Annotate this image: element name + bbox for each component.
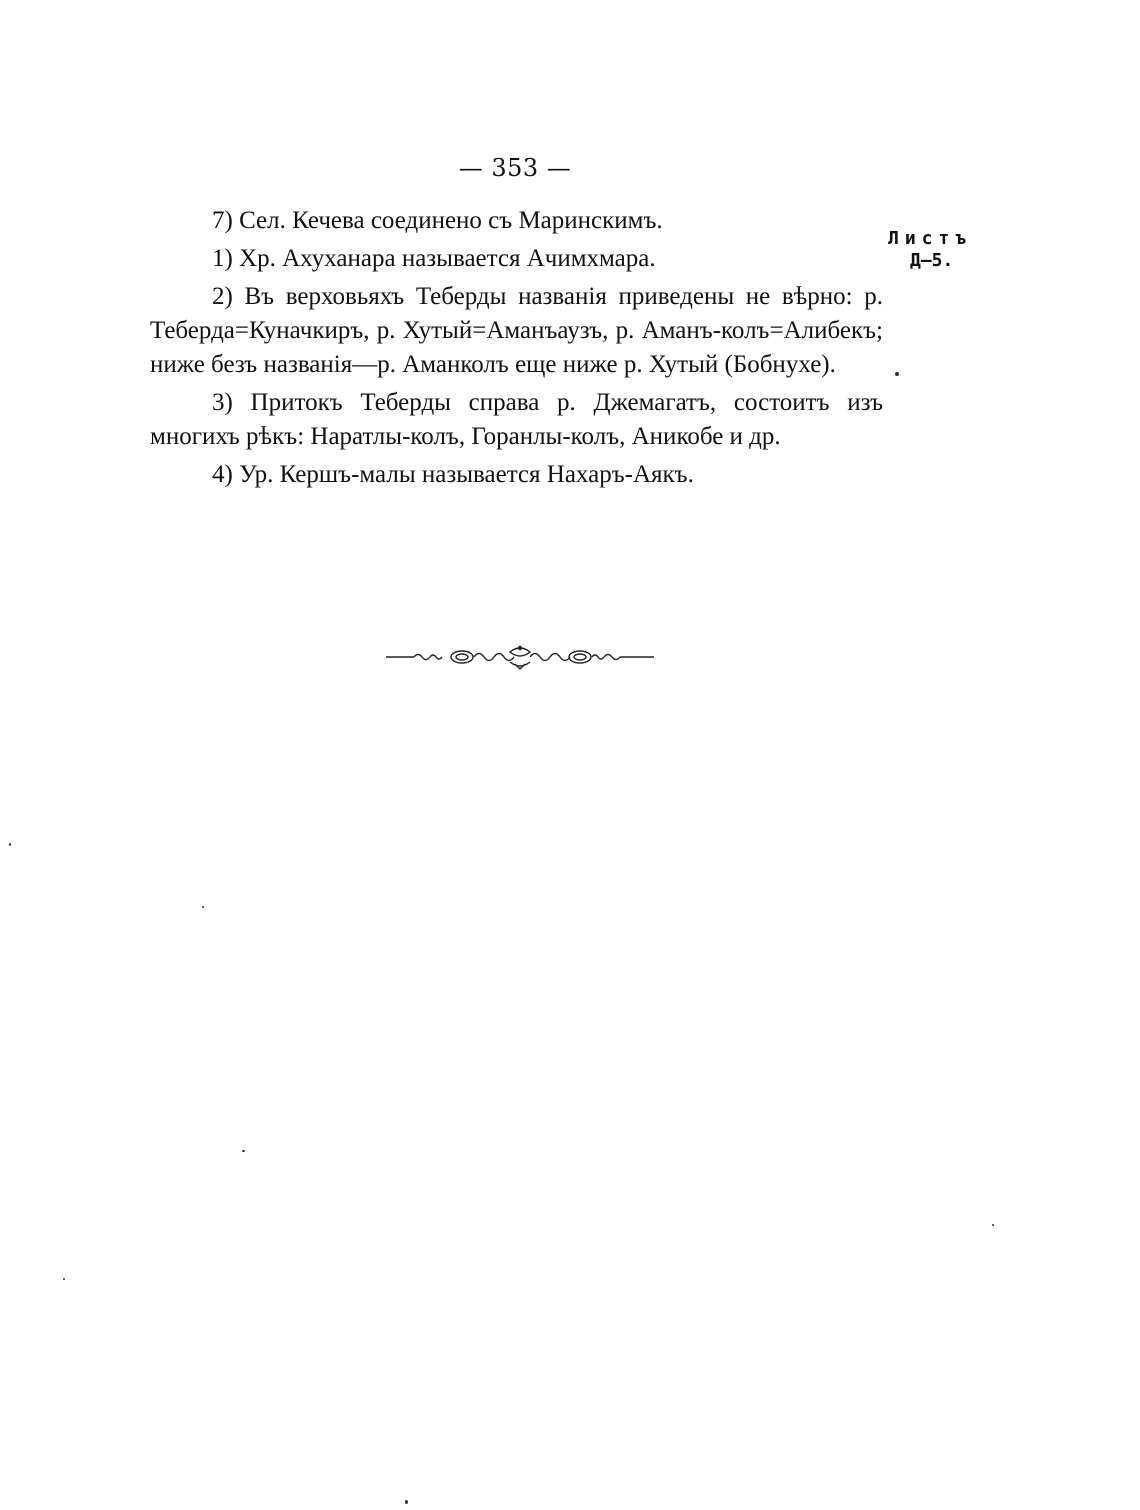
margin-note <box>888 228 972 272</box>
scan-speck <box>202 906 204 908</box>
paragraph-1-akhukhanara: 1) Хр. Ахуханара называется Ачимхмара. <box>212 245 656 272</box>
paragraph-7-kecheva: 7) Сел. Кечева соединено съ Маринскимъ. <box>212 207 663 234</box>
margin-note-sheet: Д—5. <box>910 250 954 271</box>
paragraph-4-kersh-maly: 4) Ур. Кершъ-малы называется Нахаръ-Аякъ. <box>212 461 694 488</box>
scan-speck <box>405 1500 408 1504</box>
paragraph-2-teberda: 2) Въ верховьяхъ Теберды названія приведены не вѣрно: р. Теберда=Куначкиръ, р. Хутый=Аманъаузъ, р. Аманъ-колъ=Алибекъ; ниже безъ названія—р. Аманколъ еще ниже р. Хутый (Бобнухе). <box>150 283 883 378</box>
scan-speck <box>63 1278 65 1280</box>
scan-speck <box>895 372 899 376</box>
page-body <box>150 204 883 496</box>
ornament-divider-icon <box>384 644 656 670</box>
paragraph-3-dzhemagat: 3) Притокъ Теберды справа р. Джемагатъ, состоитъ изъ многихъ рѣкъ: Наратлы-колъ, Горанлы-колъ, Аникобе и др. <box>150 389 883 450</box>
margin-note-word: Листъ <box>888 228 973 249</box>
page-number: — 353 — <box>458 154 572 182</box>
scan-speck <box>9 843 11 846</box>
scan-speck <box>242 1150 245 1152</box>
scan-speck <box>992 1224 994 1226</box>
